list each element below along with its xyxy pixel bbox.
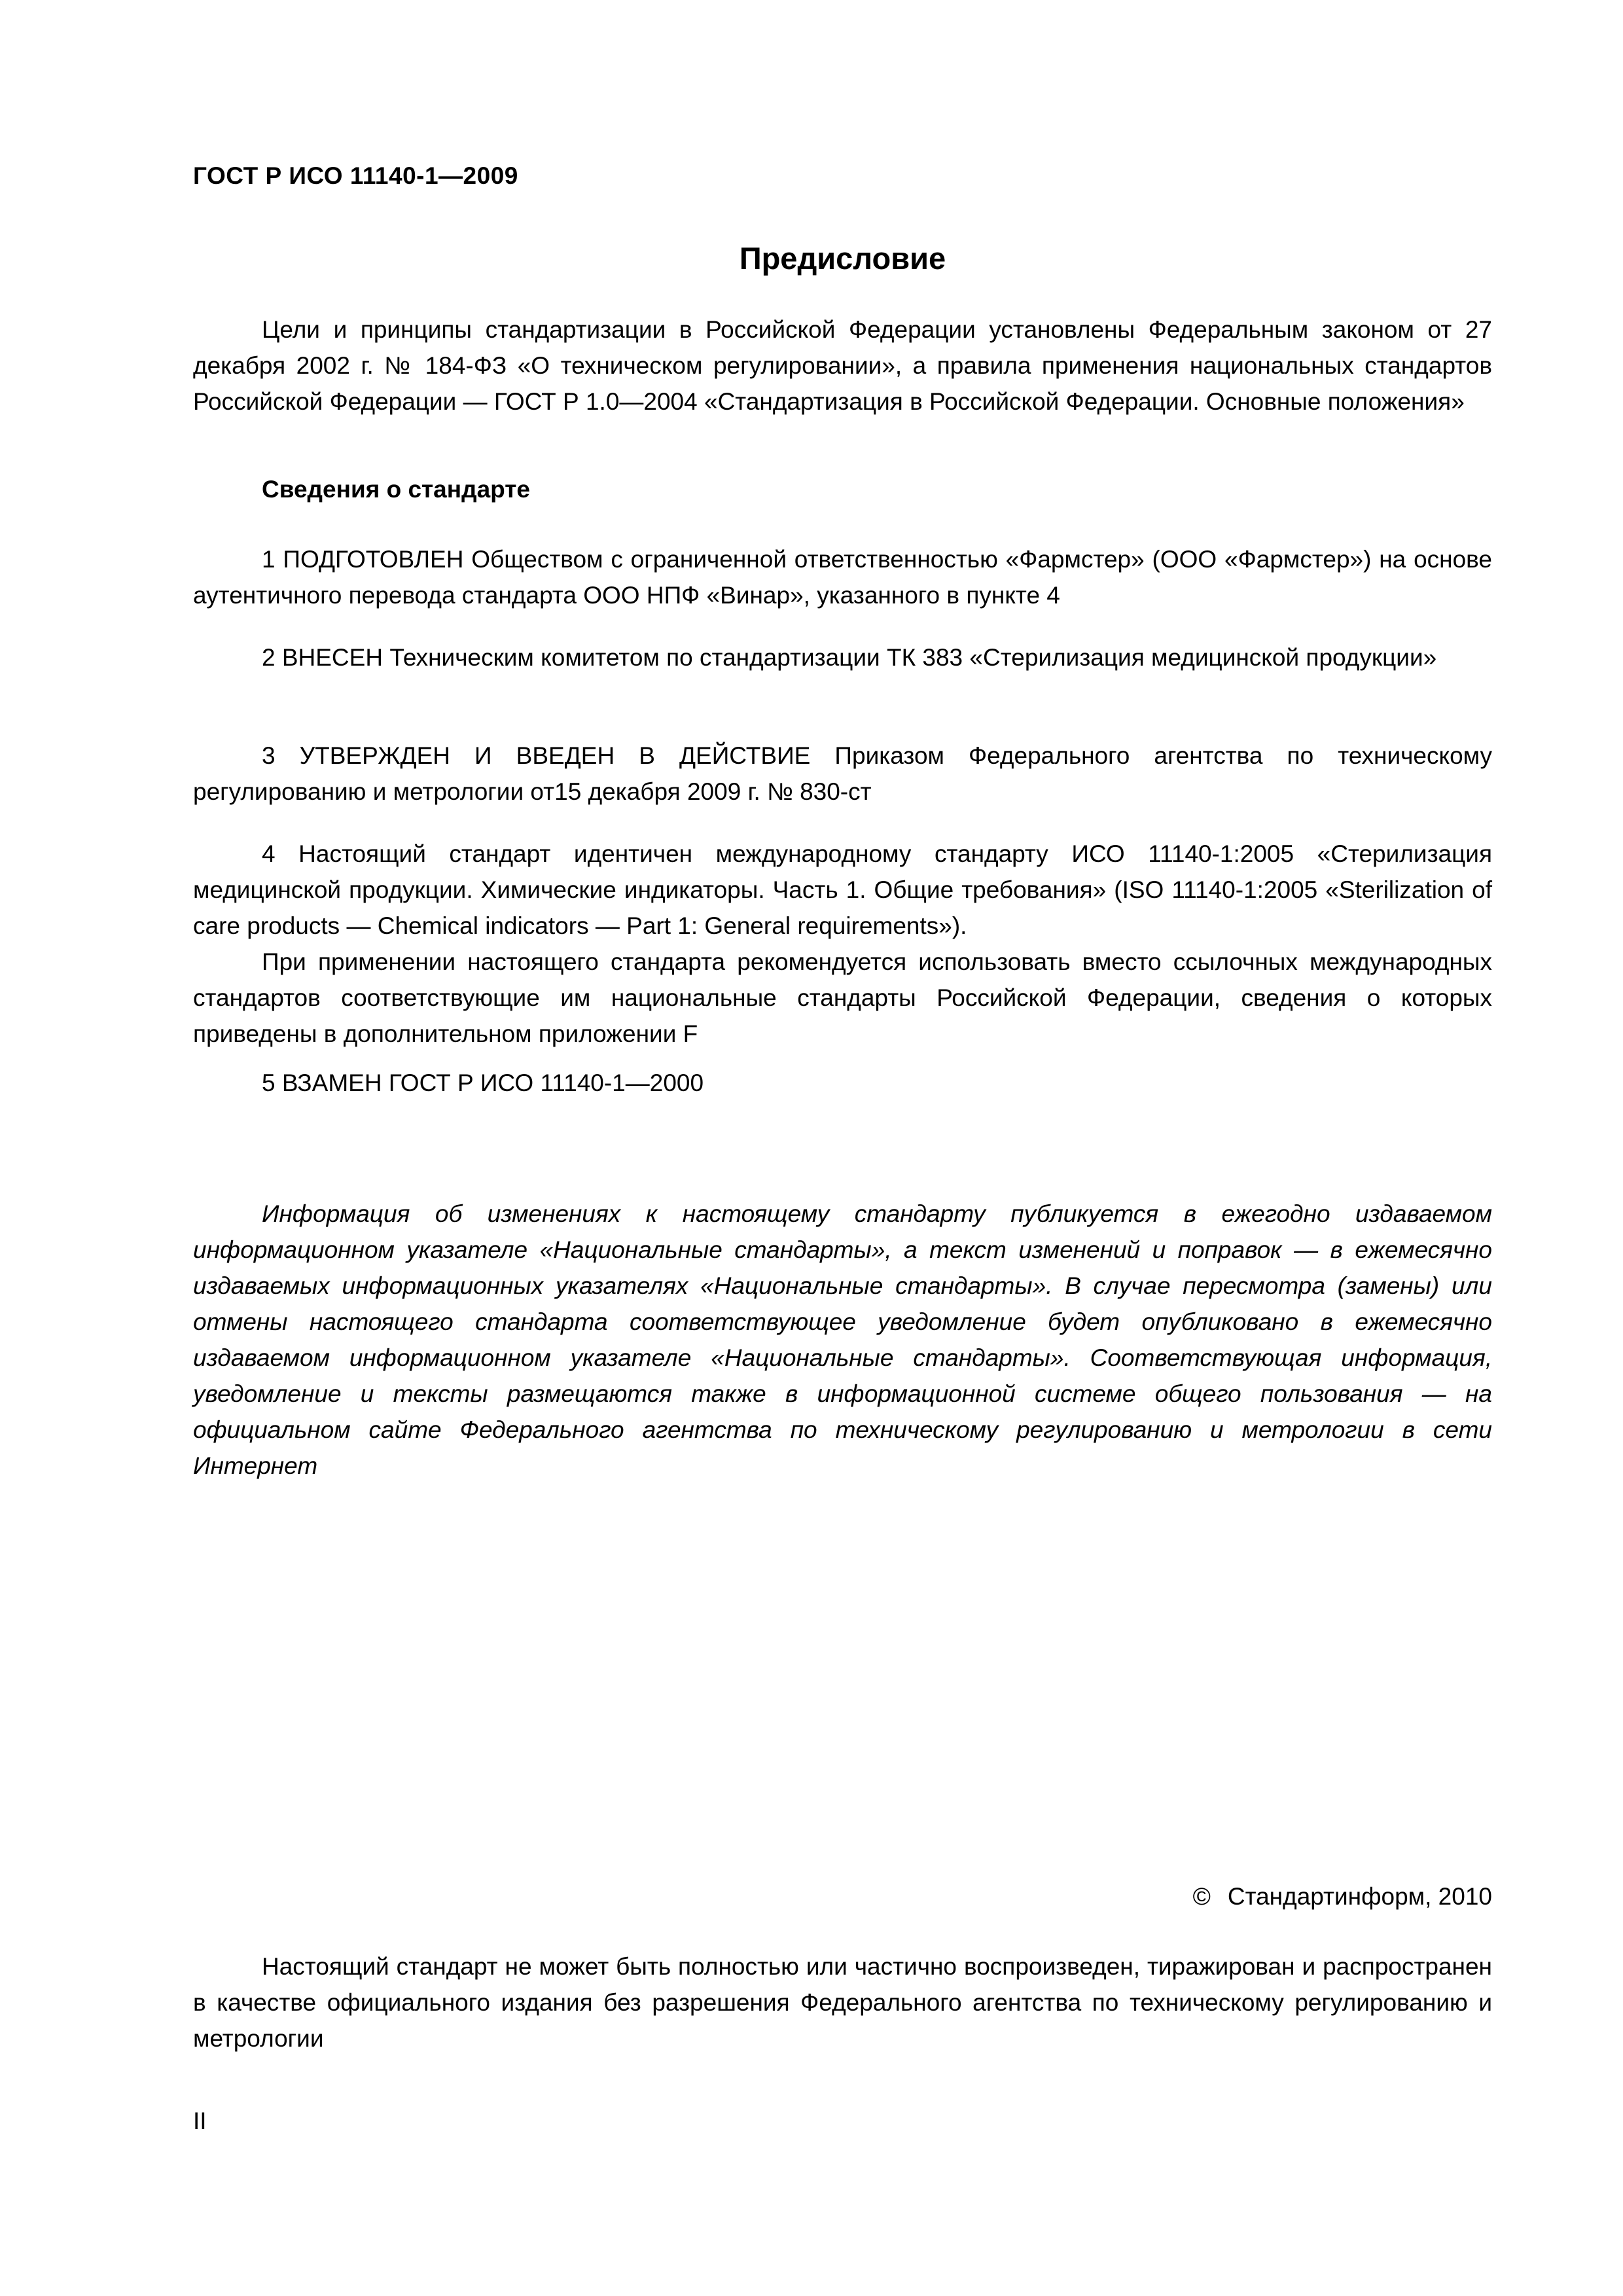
section-heading: Сведения о стандарте — [262, 476, 530, 503]
item-paragraph: 1 ПОДГОТОВЛЕН Обществом с ограниченной ответственностью «Фармстер» (ООО «Фармстер») на основе аутентичного перевода стандарта ООО НПФ «Винар», указанного в пункте 4 — [193, 546, 1492, 609]
reproduction-notice: Настоящий стандарт не может быть полностью или частично воспроизведен, тиражирован и распространен в качестве официального издания без разрешения Федерального агентства по техническому регулированию и метрологии — [193, 1953, 1492, 2052]
copyright-text: Стандартинформ, 2010 — [1227, 1883, 1492, 1910]
item-4-note: При применении настоящего стандарта рекомендуется использовать вместо ссылочных международных стандартов соответствующие им национальные стандарты Российской Федерации, сведения о которых приведены в дополнительном приложении F — [193, 948, 1492, 1047]
copyright-line — [1193, 1883, 1492, 1910]
item-5 — [193, 1065, 1492, 1101]
info-notice-section — [193, 1196, 1492, 1484]
page-number: II — [193, 2108, 207, 2134]
item-paragraph: 5 ВЗАМЕН ГОСТ Р ИСО 11140-1—2000 — [262, 1069, 704, 1096]
info-notice: Информация об изменениях к настоящему стандарту публикуется в ежегодно издаваемом информационном указателе «Национальные стандарты», а текст изменений и поправок — в ежемесячно издаваемых информационных указателях «Национальные стандарты». В случае пересмотра (замены) или отмены настоящего стандарта соответствующее уведомление будет опубликовано в ежемесячно издаваемом информационном указателе «Национальные стандарты». Соответствующая информация, уведомление и тексты размещаются также в информационной системе общего пользования — на официальном сайте Федерального агентства по техническому регулированию и метрологии в сети Интернет — [193, 1200, 1492, 1479]
item-4 — [193, 836, 1492, 1052]
item-2 — [193, 639, 1492, 675]
reproduction-section — [193, 1948, 1492, 2056]
item-1 — [193, 541, 1492, 613]
item-3 — [193, 738, 1492, 810]
intro-paragraph: Цели и принципы стандартизации в Российской Федерации установлены Федеральным законом от 27 декабря 2002 г. № 184-ФЗ «О техническом регулировании», а правила применения национальных стандартов Российской Федерации — ГОСТ Р 1.0—2004 «Стандартизация в Российской Федерации. Основные положения» — [193, 316, 1492, 415]
copyright-symbol: © — [1192, 1883, 1211, 1910]
item-paragraph: 2 ВНЕСЕН Техническим комитетом по стандартизации ТК 383 «Стерилизация медицинской продукции» — [262, 644, 1437, 671]
item-paragraph: 4 Настоящий стандарт идентичен международному стандарту ИСО 11140-1:2005 «Стерилизация медицинской продукции. Химические индикаторы. Часть 1. Общие требования» (ISO 11140-1:2005 «Sterilization of care products — Chemical indicators — Part 1: General requirements»). — [193, 840, 1492, 939]
item-paragraph: 3 УТВЕРЖДЕН И ВВЕДЕН В ДЕЙСТВИЕ Приказом Федерального агентства по техническому регулированию и метрологии от15 декабря 2009 г. № 830-ст — [193, 742, 1492, 805]
page-title: Предисловие — [739, 241, 946, 276]
intro-section — [193, 312, 1492, 420]
document-code: ГОСТ Р ИСО 11140-1—2009 — [193, 162, 518, 189]
